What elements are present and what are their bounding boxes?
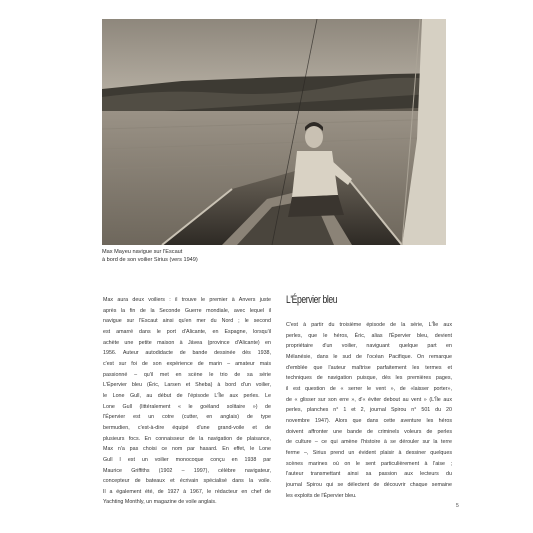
text-line: de culture – ce qui amène l'histoire à se dérouler sur la terre	[286, 439, 452, 446]
text-line: novembre 1947). Alors que dans cette aventure les héros	[286, 417, 452, 424]
text-line: l'Épervier est un cotre (cutter, en anglais) de type	[103, 414, 271, 421]
text-line: ferme –, Sirius prend un évident plaisir à dessiner quelques	[286, 449, 452, 456]
text-line: Max aura deux voiliers : il trouve le premier à Anvers juste	[103, 297, 271, 303]
text-line: doivent affronter une bande de criminels voleurs de perles	[286, 428, 452, 435]
photo-caption	[102, 248, 322, 264]
text-line: perles, planches n° 1 et 2, journal Spirou n° 501 du 20	[286, 407, 452, 414]
text-line: Yachting Monthly, un magazine de voile anglais.	[103, 499, 217, 506]
text-line: bermudien, c'est-à-dire équipé d'une grand-voile et de	[103, 424, 271, 431]
text-line: de « glisser sur son erre », d'« éviter debout au vent » (L'Île aux	[286, 396, 452, 403]
sailboat-photo	[102, 19, 446, 245]
text-line: Mélanésie, dans le sud de l'océan Pacifique. On remarque	[286, 353, 452, 360]
text-line: le Lone Gull, au début de l'épisode L'Île aux perles. Le	[103, 392, 271, 399]
text-line: Lone Gull (littéralement « le goéland solitaire ») de	[103, 403, 271, 410]
caption-line: Max Mayeu navigue sur l'Escaut	[102, 249, 183, 255]
text-line: navigue sur l'Escaut ainsi qu'en mer du Nord ; le second	[103, 318, 271, 325]
text-line: concepteur de bateaux et écrivain spécialisé dans la voile.	[103, 478, 271, 485]
text-line: plusieurs focs. En connaisseur de la navigation de plaisance,	[103, 435, 271, 442]
text-line: les exploits de l'Épervier bleu.	[286, 492, 357, 499]
sailboat-photo-illustration	[102, 19, 446, 245]
text-line: 1956. Auteur autodidacte de bande dessinée dès 1938,	[103, 350, 271, 357]
text-line: c'est sur foi de son expérience de marin – amateur mais	[103, 360, 271, 367]
text-line: après la fin de la Seconde Guerre mondiale, avec lequel il	[103, 307, 271, 314]
caption-line: à bord de son voilier Sirius (vers 1949)	[102, 257, 198, 263]
text-line: il est question de « serrer le vent », de «laisser porter»,	[286, 385, 452, 392]
text-line: techniques de navigation puisque, dès les premières pages,	[286, 375, 452, 382]
left-column-text	[103, 295, 271, 508]
text-line: Maurice Griffiths (1902 – 1997), célèbre navigateur,	[103, 467, 271, 474]
text-line: Il a également été, de 1927 à 1967, le rédacteur en chef de	[103, 488, 271, 495]
text-line: l'auteur transmettant ainsi sa passion aux lecteurs du	[286, 471, 452, 478]
text-line: scènes marines où on le sent particulièrement à l'aise ;	[286, 460, 452, 467]
text-line: Max n'a pas choisi ce nom par hasard. En effet, le Lone	[103, 446, 271, 453]
text-line: L'Épervier bleu (Éric, Larsen et Sheba) à bord d'un voilier,	[103, 382, 271, 389]
page-number: 5	[456, 503, 459, 509]
text-line: passionné – qu'il met en scène le trio de sa série	[103, 371, 271, 378]
text-line: propriétaire d'un voilier, naviguant quelque part en	[286, 343, 452, 350]
text-line: Gull I est un voilier monocoque conçu en 1938 par	[103, 456, 271, 463]
text-line: perles, que le héros, Éric, alias l'Épervier bleu, devient	[286, 332, 452, 339]
text-line: achète une petite maison à Jávea (province d'Alicante) en	[103, 339, 271, 346]
section-title: L'Épervier bleu	[286, 294, 338, 306]
text-line: C'est à partir du troisième épisode de la série, L'Île aux	[286, 322, 452, 328]
text-line: d'emblée que l'auteur maîtrise parfaitement les termes et	[286, 364, 452, 371]
text-line: journal Spirou qui se délectent de découvrir chaque semaine	[286, 481, 452, 488]
text-line: est amarré dans le port d'Alicante, en Espagne, lorsqu'il	[103, 328, 271, 335]
right-column-text	[286, 320, 452, 501]
